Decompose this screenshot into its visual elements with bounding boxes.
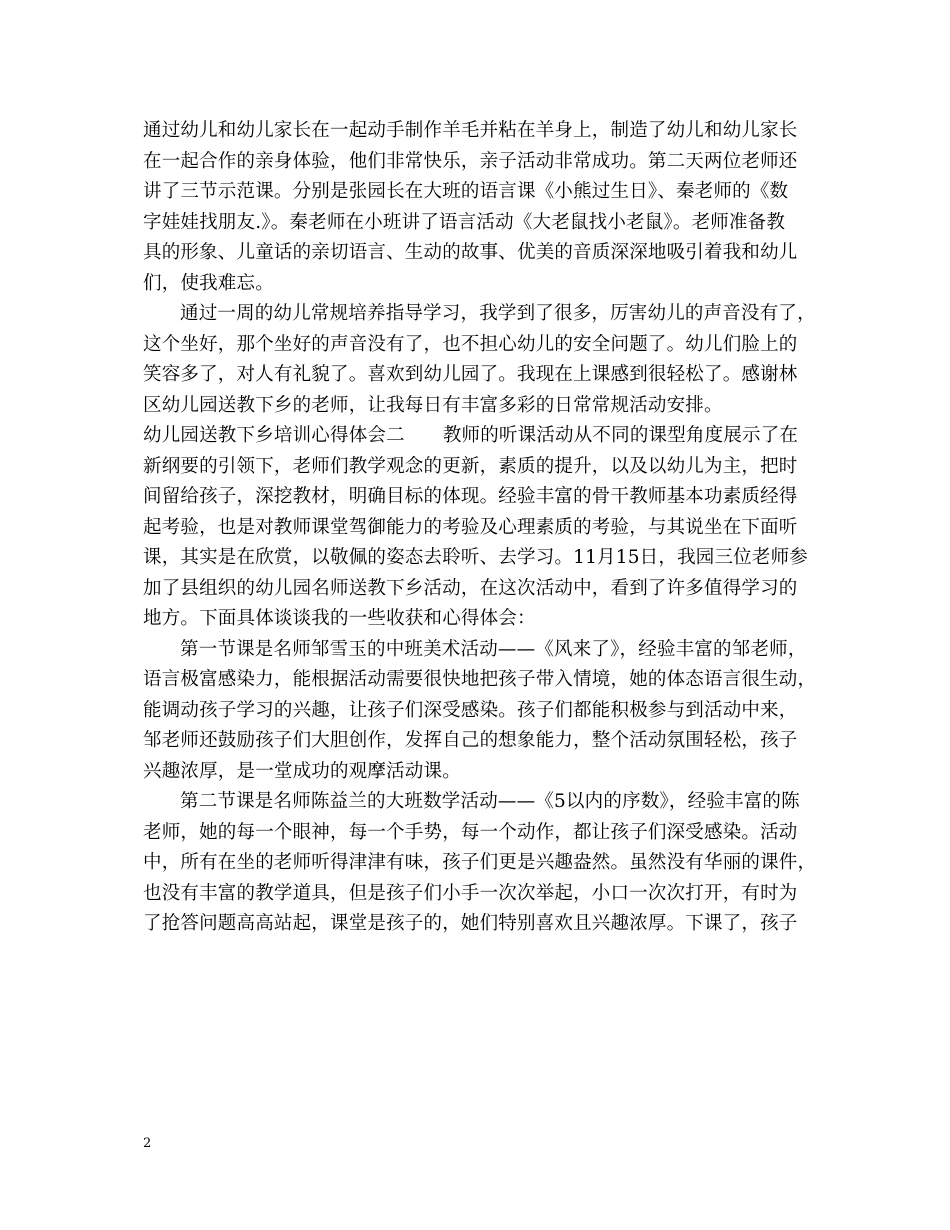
text-line: 课，其实是在欣赏，以敬佩的姿态去聆听、去学习。11月15日，我园三位老师参 <box>143 547 808 568</box>
text-line: 邹老师还鼓励孩子们大胆创作，发挥自己的想象能力，整个活动氛围轻松，孩子 <box>143 730 798 751</box>
text-line: 教师的听课活动从不同的课型角度展示了在 <box>442 425 799 446</box>
text-line: 第一节课是名师邹雪玉的中班美术活动——《风来了》，经验丰富的邹老师， <box>180 638 807 660</box>
text-line: 新纲要的引领下，老师们教学观念的更新，素质的提升，以及以幼儿为主，把时 <box>143 455 798 477</box>
text-line: 区幼儿园送教下乡的老师，让我每日有丰富多彩的日常常规活动安排。 <box>143 394 723 416</box>
text-line: 讲了三节示范课。分别是张园长在大班的语言课《小熊过生日》、秦老师的《数 <box>143 181 789 202</box>
text-line: 能调动孩子学习的兴趣，让孩子们深受感染。孩子们都能积极参与到活动中来， <box>143 699 798 721</box>
text-line: 兴趣浓厚，是一堂成功的观摩活动课。 <box>143 760 461 782</box>
section-heading-line <box>143 421 815 452</box>
text-line: 地方。下面具体谈谈我的一些收获和心得体会： <box>143 608 536 629</box>
text-line: 这个坐好，那个坐好的声音没有了，也不担心幼儿的安全问题了。幼儿们脸上的 <box>143 333 798 355</box>
text-line: 老师，她的每一个眼神，每一个手势，每一个动作，都让孩子们深受感染。活动 <box>143 821 798 843</box>
text-line: 第二节课是名师陈益兰的大班数学活动——《5以内的序数》，经验丰富的陈 <box>180 791 800 812</box>
text-line: 加了县组织的幼儿园名师送教下乡活动，在这次活动中，看到了许多值得学习的 <box>143 577 798 599</box>
text-line: 中，所有在坐的老师听得津津有味，孩子们更是兴趣盎然。虽然没有华丽的课件， <box>143 852 817 873</box>
text-line: 间留给孩子，深挖教材，明确目标的体现。经验丰富的骨干教师基本功素质经得 <box>143 486 798 507</box>
text-line: 语言极富感染力，能根据活动需要很快地把孩子带入情境，她的体态语言很生动， <box>143 669 817 690</box>
text-line: 通过一周的幼儿常规培养指导学习，我学到了很多，厉害幼儿的声音没有了， <box>180 303 816 324</box>
body-text <box>143 116 815 940</box>
text-line: 通过幼儿和幼儿家长在一起动手制作羊毛并粘在羊身上，制造了幼儿和幼儿家长 <box>143 120 798 141</box>
text-line: 起考验，也是对教师课堂驾御能力的考验及心理素质的考验，与其说坐在下面听 <box>143 516 798 538</box>
text-line: 具的形象、儿童话的亲切语言、生动的故事、优美的音质深深地吸引着我和幼儿 <box>143 242 798 263</box>
text-line: 也没有丰富的教学道具，但是孩子们小手一次次举起，小口一次次打开，有时为 <box>143 882 798 904</box>
text-line: 了抢答问题高高站起，课堂是孩子的，她们特别喜欢且兴趣浓厚。下课了，孩子 <box>143 913 798 934</box>
text-line: 字娃娃找朋友.》。秦老师在小班讲了语言活动《大老鼠找小老鼠》。老师准备教 <box>143 211 786 233</box>
text-line: 笑容多了，对人有礼貌了。喜欢到幼儿园了。我现在上课感到很轻松了。感谢林 <box>143 364 798 385</box>
text-line: 在一起合作的亲身体验，他们非常快乐，亲子活动非常成功。第二天两位老师还 <box>143 150 798 172</box>
text-line: 们，使我难忘。 <box>143 272 274 294</box>
section-heading: 幼儿园送教下乡培训心得体会二 <box>143 425 405 446</box>
page-number: 2 <box>143 1136 152 1151</box>
